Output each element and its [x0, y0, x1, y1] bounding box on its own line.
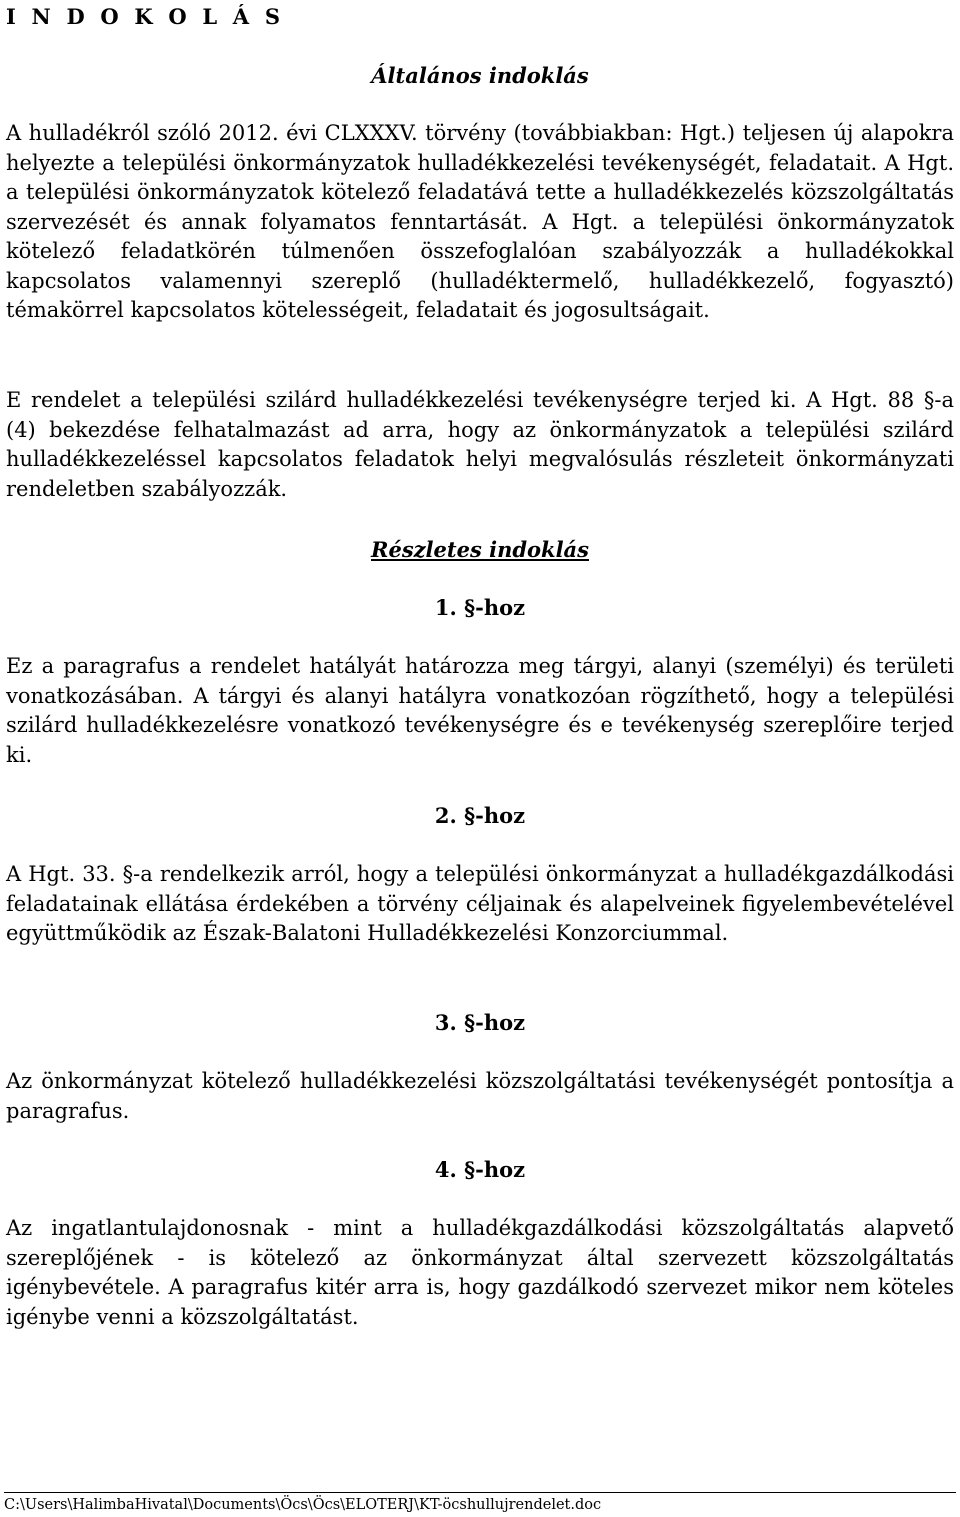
- section-heading-2: 2. §-hoz: [434, 803, 526, 828]
- section-paragraph-4: Az ingatlantulajdonosnak - mint a hulladékgazdálkodási közszolgáltatás alapvető szereplőjének - is kötelező az önkormányzat által szervezett közszolgáltatás igénybevétele. A paragrafus kitér arra is, hogy gazdálkodó szervezet mikor nem köteles igénybe venni a közszolgáltatást.: [6, 1216, 954, 1329]
- section-heading-1: 1. §-hoz: [434, 595, 526, 620]
- section-heading-3: 3. §-hoz: [434, 1010, 526, 1035]
- section-paragraph-3: Az önkormányzat kötelező hulladékkezelési közszolgáltatási tevékenységét pontosítja a paragrafus.: [6, 1069, 954, 1123]
- general-justification-heading: Általános indoklás: [371, 63, 589, 88]
- section-paragraph-2: A Hgt. 33. §-a rendelkezik arról, hogy a települési önkormányzat a hulladékgazdálkodási feladatainak ellátása érdekében a törvény céljainak és alapelveinek figyelembevételével együttműködik az Észak-Balatoni Hulladékkezelési Konzorciummal.: [6, 862, 954, 945]
- section-heading-4: 4. §-hoz: [434, 1157, 526, 1182]
- footer-divider: [4, 1492, 956, 1493]
- general-paragraph: E rendelet a települési szilárd hulladékkezelési tevékenységre terjed ki. A Hgt. 88 §-a (4) bekezdése felhatalmazást ad arra, hogy az önkormányzatok a települési szilárd hulladékkezeléssel kapcsolatos feladatok helyi megvalósulás részleteit önkormányzati rendeletben szabályozzák.: [6, 388, 954, 501]
- section-paragraph-1: Ez a paragrafus a rendelet hatályát határozza meg tárgyi, alanyi (személyi) és területi vonatkozásában. A tárgyi és alanyi hatályra vonatkozóan rögzíthető, hogy a települési szilárd hulladékkezelésre vonatkozó tevékenységre és e tevékenység szereplőire terjed ki.: [6, 654, 954, 767]
- document-title: I N D O K O L Á S: [6, 4, 285, 29]
- footer-file-path: C:\Users\HalimbaHivatal\Documents\Öcs\Öcs\ELOTERJ\KT-öcshullujrendelet.doc: [4, 1497, 602, 1513]
- detailed-justification-heading: Részletes indoklás: [371, 537, 589, 562]
- general-paragraph: A hulladékról szóló 2012. évi CLXXXV. törvény (továbbiakban: Hgt.) teljesen új alapokra helyezte a települési önkormányzatok hulladékkezelési tevékenységét, feladatait. A Hgt. a települési önkormányzatok kötelező feladatává tette a hulladékkezelés közszolgáltatás szervezését és annak folyamatos fenntartását. A Hgt. a települési önkormányzatok kötelező feladatkörén túlmenően összefoglalóan szabályozzák a hulladékokkal kapcsolatos valamennyi szereplő (hulladéktermelő, hulladékkezelő, fogyasztó) témakörrel kapcsolatos kötelességeit, feladatait és jogosultságait.: [6, 121, 954, 322]
